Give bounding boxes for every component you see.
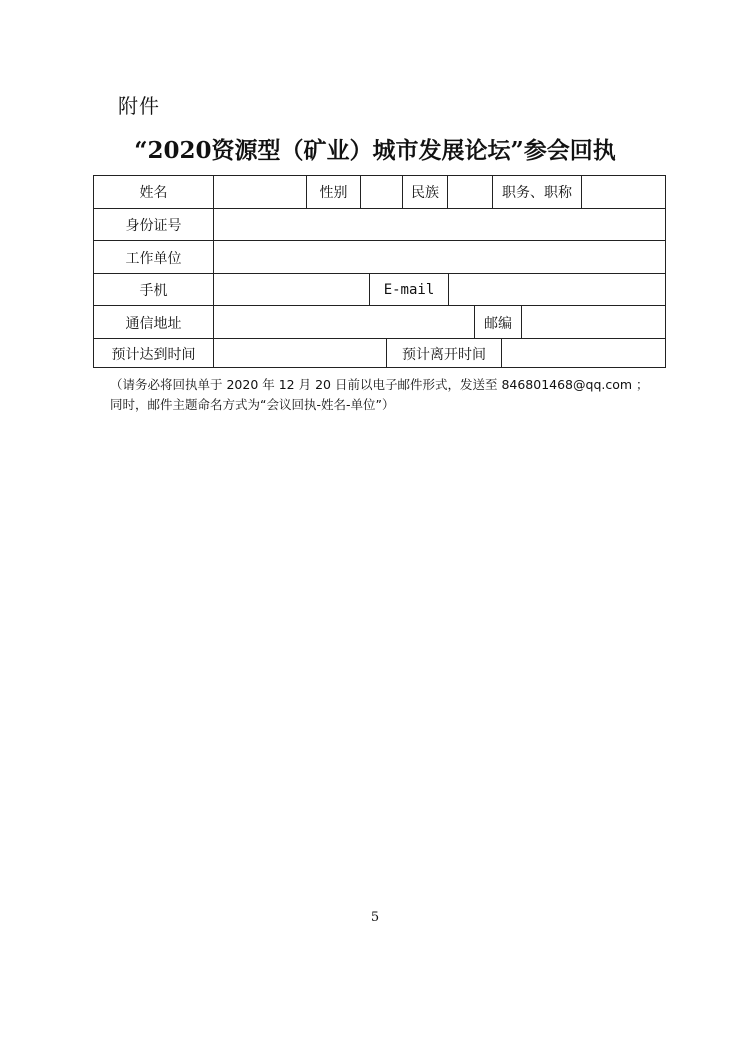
phone-label: 手机	[139, 283, 168, 299]
name-label: 姓名	[139, 185, 168, 201]
position-field[interactable]	[581, 176, 665, 208]
address-field[interactable]	[213, 306, 474, 339]
submission-note	[110, 375, 670, 415]
postcode-label: 邮编	[474, 306, 521, 339]
form-row-id	[94, 208, 665, 241]
postcode-field[interactable]	[521, 306, 665, 339]
annex-label: 附件	[118, 94, 160, 118]
arrival-field[interactable]	[213, 339, 386, 368]
ethnicity-label: 民族	[402, 176, 447, 208]
form-row-phone	[94, 273, 665, 306]
email-field[interactable]	[448, 274, 665, 306]
form-row-employer	[94, 240, 665, 274]
employer-field[interactable]	[213, 241, 665, 274]
departure-label: 预计离开时间	[386, 339, 501, 368]
form-row-dates	[94, 338, 665, 368]
name-field[interactable]	[213, 176, 306, 208]
employer-label: 工作单位	[125, 250, 182, 267]
arrival-label: 预计达到时间	[111, 346, 196, 363]
address-label: 通信地址	[125, 315, 182, 332]
note-line-1: （请务必将回执单于 2020 年 12 月 20 日前以电子邮件形式，发送至 846801468@qq.com ；	[110, 377, 649, 392]
departure-field[interactable]	[501, 339, 665, 368]
form-row-name	[94, 176, 665, 208]
page-title: “2020资源型（矿业）城市发展论坛”参会回执	[134, 137, 616, 164]
note-line-2: 同时，邮件主题命名方式为“会议回执-姓名-单位”）	[110, 397, 395, 412]
form-row-address	[94, 305, 665, 339]
page-number: 5	[370, 910, 380, 925]
id-label: 身份证号	[125, 218, 182, 234]
phone-field[interactable]	[213, 274, 369, 306]
ethnicity-field[interactable]	[447, 176, 492, 208]
gender-label: 性别	[306, 176, 360, 208]
id-field[interactable]	[213, 209, 665, 241]
registration-form-table	[93, 175, 666, 368]
position-label: 职务、职称	[492, 176, 581, 208]
gender-field[interactable]	[360, 176, 402, 208]
email-label: E-mail	[369, 274, 448, 306]
